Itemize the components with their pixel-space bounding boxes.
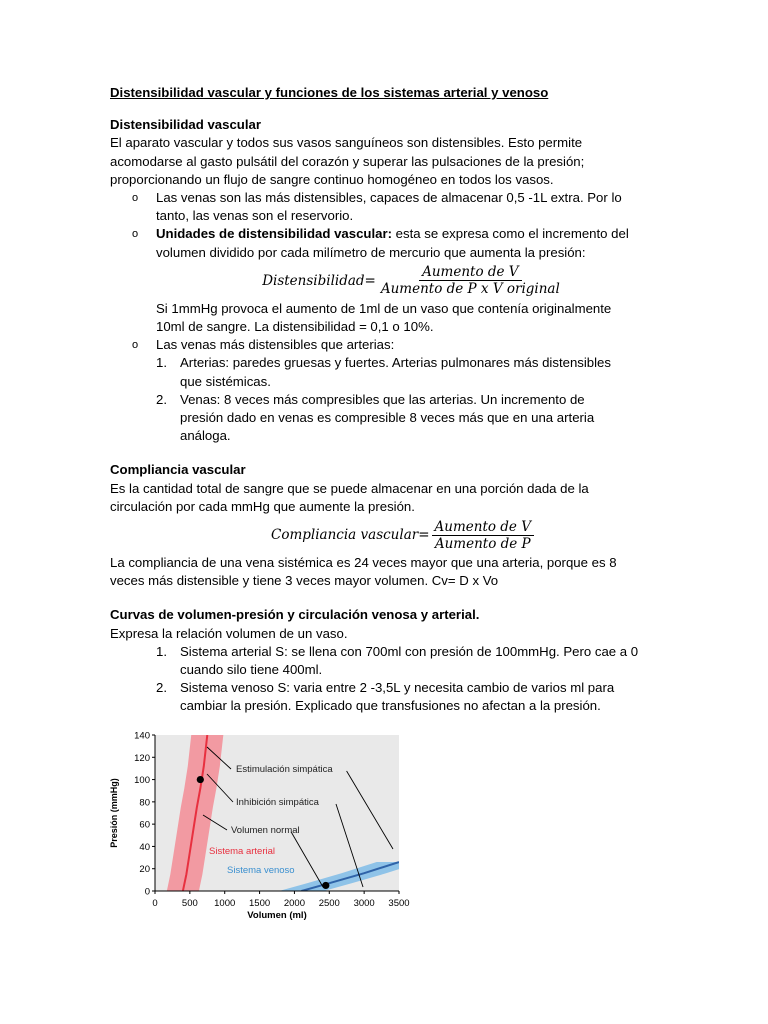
paragraph-line: acomodarse al gasto pulsátil del corazón y superar las pulsaciones de la presión; [110,153,585,169]
y-tick-label: 140 [134,730,150,742]
bold-term: Unidades de distensibilidad vascular: [156,226,392,242]
formula-numerator: Aumento de V [432,519,534,536]
example-line: Si 1mmHg provoca el aumento de 1ml de un vaso que contenía originalmente [156,300,612,316]
volume-pressure-chart [103,727,415,922]
numbered-continuation: cambiar la presión. Explicado que transfusiones no afectan a la presión. [180,698,601,714]
x-tick-label: 500 [181,898,198,909]
paragraph-line: Expresa la relación volumen de un vaso. [110,625,348,641]
y-tick-label: 80 [139,797,150,809]
document-title: Distensibilidad vascular y funciones de los sistemas arterial y venoso [110,85,549,100]
section-heading-compliancia: Compliancia vascular [110,462,246,478]
y-tick-label: 0 [144,886,150,898]
y-tick-label: 20 [139,864,150,876]
x-tick-label: 3500 [388,898,410,909]
paragraph-line: Es la cantidad total de sangre que se puede almacenar en una porción dada de la [110,480,589,496]
x-tick-label: 0 [152,898,158,909]
numbered-item: 2. Venas: 8 veces más compresibles que las arterias. Un incremento de [110,391,655,409]
bullet-marker: o [132,339,139,352]
section-heading-curvas: Curvas de volumen-presión y circulación venosa y arterial. [110,607,480,623]
formula-equals: = [418,526,430,543]
y-tick-label: 40 [139,841,150,853]
annotation-label: Inhibición simpática [236,797,319,808]
bullet-continuation: volumen dividido por cada milímetro de mercurio que aumenta la presión: [156,244,586,260]
formula-lhs: Compliancia vascular [271,526,419,543]
numbered-item: 2. Sistema venoso S: varia entre 2 -3,5L y necesita cambio de varios ml para [110,679,655,697]
paragraph-line: veces más distensible y tiene 3 veces mayor volumen. Cv= D x Vo [110,573,499,589]
y-axis-label: Presión (mmHg) [109,778,119,848]
paragraph-line: proporcionando un flujo de sangre continuo homogéneo en todos los vasos. [110,171,554,187]
numbered-continuation: que sistémicas. [180,373,271,389]
x-axis-label: Volumen (ml) [247,910,307,921]
x-tick-label: 2500 [318,898,340,909]
bullet-item: o Unidades de distensibilidad vascular: esta se expresa como el incremento del [110,225,655,243]
x-tick-label: 2000 [283,898,305,909]
list-number: 1. [156,643,167,659]
formula-equals: = [364,272,376,289]
paragraph-line: El aparato vascular y todos sus vasos sanguíneos son distensibles. Esto permite [110,135,583,151]
bullet-item: o Las venas son las más distensibles, capaces de almacenar 0,5 -1L extra. Por lo [110,189,655,207]
document-page [110,84,655,716]
numbered-continuation: análoga. [180,428,231,444]
numbered-item: 1. Sistema arterial S: se llena con 700ml con presión de 100mmHg. Pero cae a 0 [110,643,655,661]
numbered-continuation: presión dado en venas es compresible 8 veces más que en una arteria [180,410,595,426]
formula-fraction [378,264,563,297]
formula-distensibilidad [110,262,655,300]
section-heading-distensibilidad: Distensibilidad vascular [110,117,261,133]
example-line: 10ml de sangre. La distensibilidad = 0,1 o 10%. [156,319,434,335]
annotation-label: Estimulación simpática [236,764,333,775]
formula-denominator: Aumento de P x V original [380,281,560,298]
point-venoso-normal [322,882,329,889]
paragraph-line: La compliancia de una vena sistémica es 24 veces mayor que una arteria, porque es 8 [110,555,617,571]
series-label-arterial: Sistema arterial [209,846,275,857]
x-tick-label: 1500 [249,898,271,909]
formula-compliancia [110,516,655,554]
bullet-continuation: tanto, las venas son el reservorio. [156,208,354,224]
x-tick-label: 1000 [214,898,236,909]
series-label-venoso: Sistema venoso [227,865,295,876]
annotation-label: Volumen normal [231,825,300,836]
formula-fraction [432,519,534,552]
bullet-marker: o [132,228,139,241]
formula-denominator: Aumento de P [434,535,531,552]
paragraph-line: circulación por cada mmHg que aumente la presión. [110,498,415,514]
point-arterial-normal [197,776,204,783]
bullet-item: o Las venas más distensibles que arterias: [110,336,655,354]
formula-lhs: Distensibilidad [262,272,365,289]
y-tick-label: 100 [134,775,150,787]
bullet-marker: o [132,192,139,205]
y-tick-label: 60 [139,819,150,831]
formula-numerator: Aumento de V [419,264,521,281]
list-number: 1. [156,355,167,371]
numbered-item: 1. Arterias: paredes gruesas y fuertes. Arterias pulmonares más distensibles [110,354,655,372]
list-number: 2. [156,680,167,696]
y-tick-label: 120 [134,752,150,764]
numbered-continuation: cuando silo tiene 400ml. [180,662,323,678]
x-tick-label: 3000 [353,898,375,909]
list-number: 2. [156,391,167,407]
